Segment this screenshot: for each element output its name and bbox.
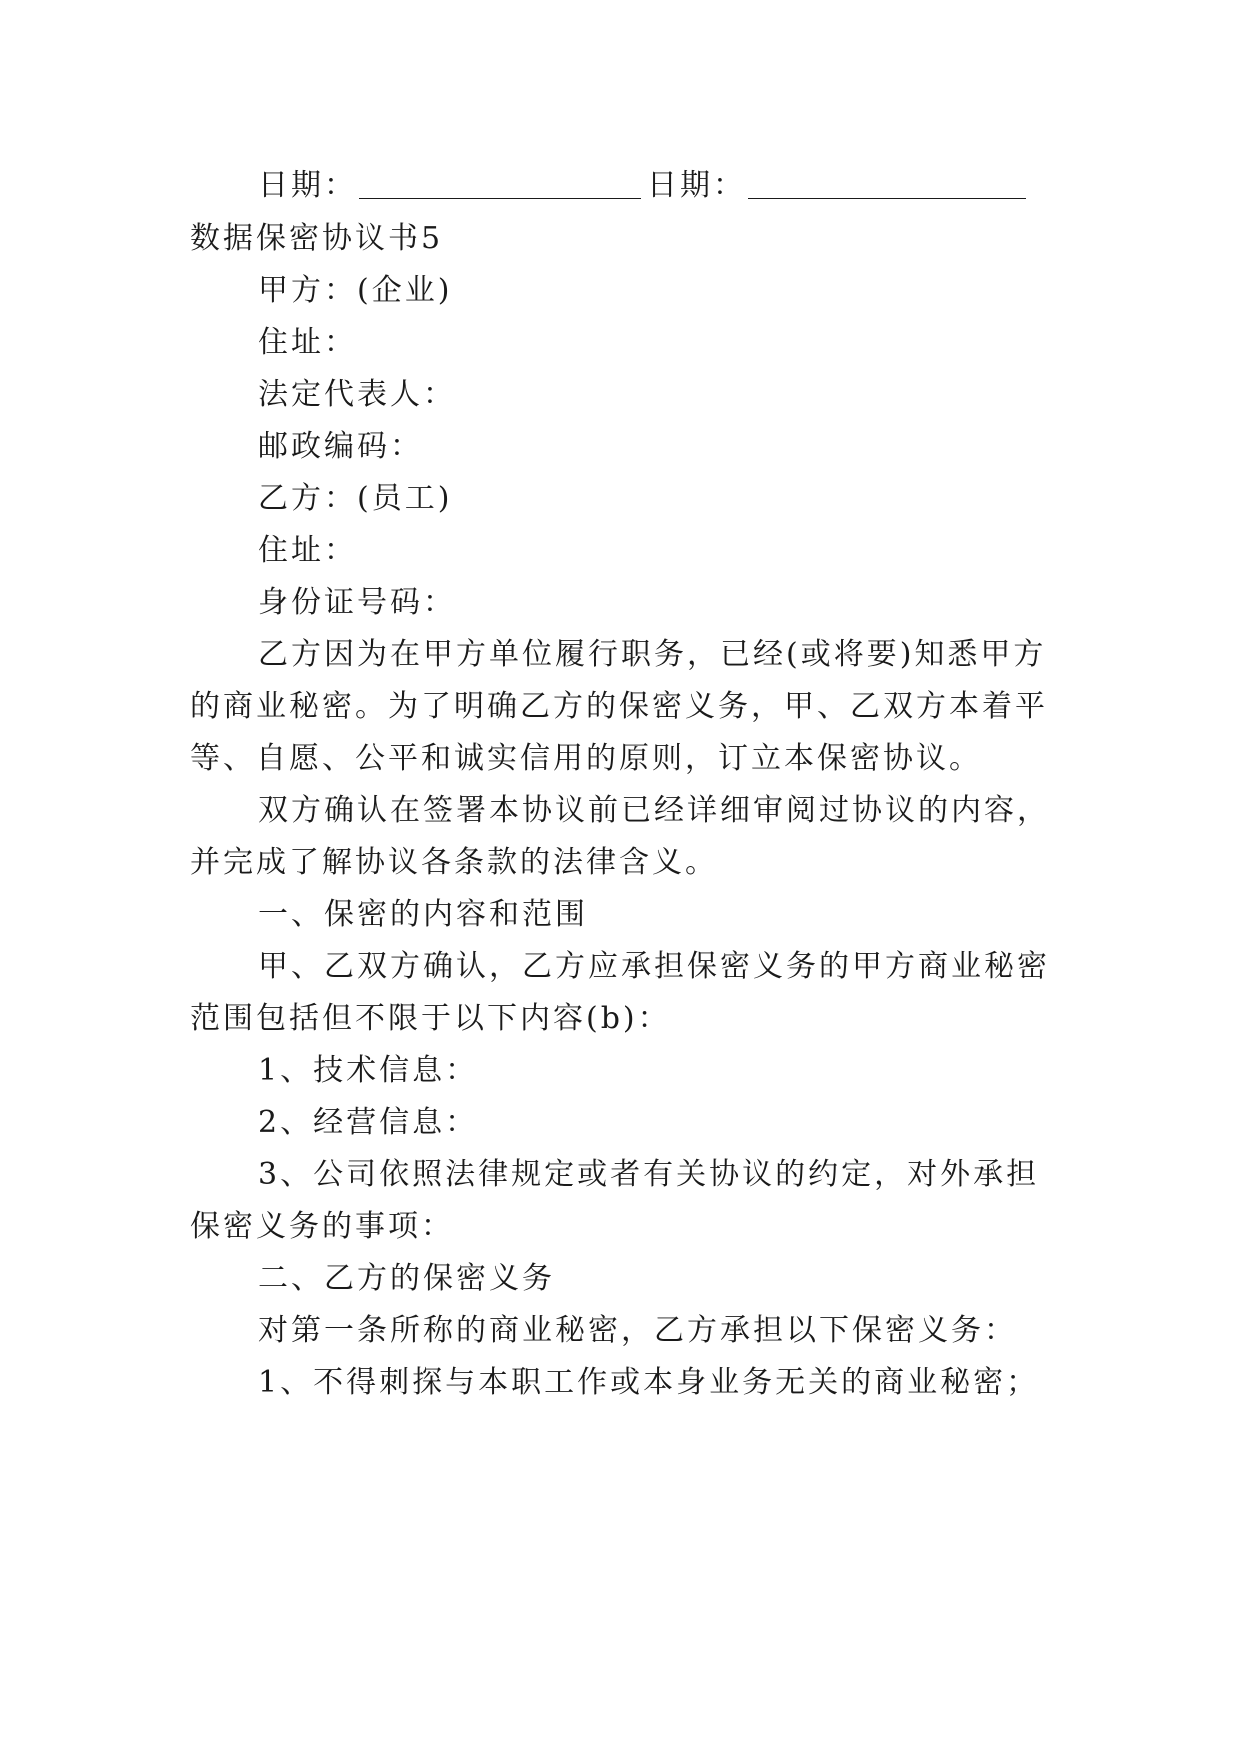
party-a-line: 甲方：(企业) [258,273,453,308]
section-heading: 二、乙方的保密义务 [258,1261,555,1296]
list-item: 2、经营信息： [258,1105,479,1140]
paragraph-line: 双方确认在签署本协议前已经详细审阅过协议的内容， [258,793,1050,828]
date-label-left: 日期： [258,168,357,203]
paragraph-line: 乙方因为在甲方单位履行职务，已经(或将要)知悉甲方 [258,637,1047,672]
paragraph-line: 甲、乙双方确认，乙方应承担保密义务的甲方商业秘密 [258,949,1050,984]
paragraph-line: 对第一条所称的商业秘密，乙方承担以下保密义务： [258,1313,1017,1348]
section-heading: 一、保密的内容和范围 [258,897,588,932]
list-item: 3、公司依照法律规定或者有关协议的约定，对外承担 [258,1157,1040,1192]
party-b-line: 乙方：(员工) [258,481,453,516]
paragraph-line: 范围包括但不限于以下内容(b)： [190,1001,671,1036]
list-item-continuation: 保密义务的事项： [190,1209,454,1244]
postal-code-line: 邮政编码： [258,429,423,464]
date-label-right: 日期： [647,168,746,203]
date-row [258,166,1032,206]
id-number-line: 身份证号码： [258,585,456,620]
legal-representative-line: 法定代表人： [258,377,456,412]
document-title: 数据保密协议书5 [190,221,444,256]
date-blank-left [359,168,641,199]
party-b-address-line: 住址： [258,533,357,568]
paragraph-line: 并完成了解协议各条款的法律含义。 [190,845,718,880]
party-a-address-line: 住址： [258,325,357,360]
list-item: 1、不得刺探与本职工作或本身业务无关的商业秘密； [258,1365,1040,1400]
paragraph-line: 等、自愿、公平和诚实信用的原则，订立本保密协议。 [190,741,982,776]
date-blank-right [748,168,1026,199]
paragraph-line: 的商业秘密。为了明确乙方的保密义务，甲、乙双方本着平 [190,689,1048,724]
list-item: 1、技术信息： [258,1053,479,1088]
